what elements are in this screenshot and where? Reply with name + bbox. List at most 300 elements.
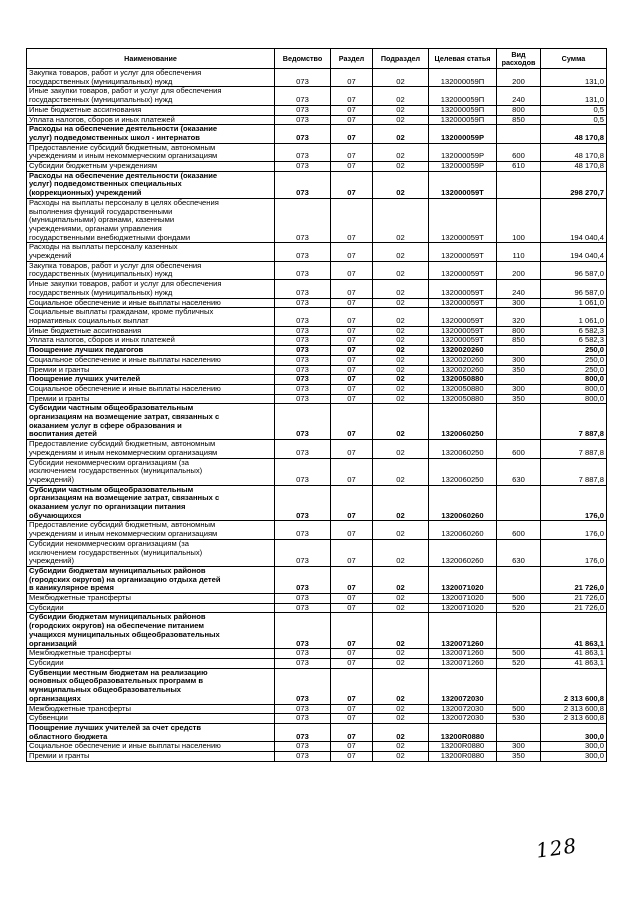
- row-vedomstvo: 073: [275, 659, 331, 669]
- row-summa: 6 582,3: [541, 336, 607, 346]
- row-vedomstvo: 073: [275, 115, 331, 125]
- row-vid-rashodov: 600: [497, 521, 541, 539]
- row-podrazdel: 02: [373, 714, 429, 724]
- table-row: [27, 668, 607, 704]
- row-celevaya-statya: 132000059Р: [429, 125, 497, 143]
- row-vedomstvo: 073: [275, 280, 331, 298]
- row-vedomstvo: 073: [275, 742, 331, 752]
- row-razdel: 07: [331, 752, 373, 762]
- row-name: [27, 326, 275, 336]
- row-vid-rashodov: 300: [497, 384, 541, 394]
- row-name-line: Премии и гранты: [29, 751, 90, 761]
- row-razdel: 07: [331, 704, 373, 714]
- row-celevaya-statya: 132000059Р: [429, 162, 497, 172]
- row-vid-rashodov: [497, 346, 541, 356]
- row-summa: 41 863,1: [541, 659, 607, 669]
- row-vid-rashodov: 500: [497, 594, 541, 604]
- row-vedomstvo: 073: [275, 298, 331, 308]
- row-name-line: учреждений): [29, 474, 75, 484]
- row-summa: 1 061,0: [541, 298, 607, 308]
- row-podrazdel: 02: [373, 394, 429, 404]
- row-vid-rashodov: 600: [497, 143, 541, 161]
- row-vedomstvo: 073: [275, 613, 331, 649]
- table-body: [27, 69, 607, 762]
- row-celevaya-statya: 1320020260: [429, 365, 497, 375]
- row-name: [27, 365, 275, 375]
- row-celevaya-statya: 132000059Т: [429, 243, 497, 261]
- row-vedomstvo: 073: [275, 752, 331, 762]
- row-podrazdel: 02: [373, 440, 429, 458]
- table-row: [27, 539, 607, 566]
- row-name: [27, 566, 275, 593]
- row-name: [27, 143, 275, 161]
- row-vedomstvo: 073: [275, 566, 331, 593]
- row-podrazdel: 02: [373, 668, 429, 704]
- row-name-line: Иные закупки товаров, работ и услуг для обеспечения: [29, 279, 222, 289]
- table-row: [27, 125, 607, 143]
- row-vedomstvo: 073: [275, 336, 331, 346]
- page-number: 128: [534, 833, 579, 863]
- row-name-line: Межбюджетные трансферты: [29, 593, 131, 603]
- row-vid-rashodov: 850: [497, 115, 541, 125]
- row-name-line: воспитания детей: [29, 429, 97, 439]
- row-summa: 2 313 600,8: [541, 704, 607, 714]
- row-celevaya-statya: 132000059Т: [429, 336, 497, 346]
- row-celevaya-statya: 1320071260: [429, 613, 497, 649]
- table-row: [27, 723, 607, 741]
- row-vedomstvo: 073: [275, 649, 331, 659]
- table-row: [27, 458, 607, 485]
- row-name: [27, 440, 275, 458]
- row-summa: 21 726,0: [541, 566, 607, 593]
- table-row: [27, 714, 607, 724]
- row-razdel: 07: [331, 171, 373, 198]
- row-name-line: Субвенции: [29, 713, 68, 723]
- row-name: [27, 198, 275, 243]
- row-summa: 131,0: [541, 87, 607, 105]
- row-name-line: (коррекционных) учреждений: [29, 188, 142, 198]
- row-celevaya-statya: 1320050880: [429, 375, 497, 385]
- row-vid-rashodov: [497, 668, 541, 704]
- row-summa: 0,5: [541, 115, 607, 125]
- row-name: [27, 261, 275, 279]
- row-podrazdel: 02: [373, 566, 429, 593]
- row-podrazdel: 02: [373, 298, 429, 308]
- table-row: [27, 594, 607, 604]
- row-summa: 194 040,4: [541, 243, 607, 261]
- row-summa: 21 726,0: [541, 603, 607, 613]
- row-celevaya-statya: 1320050880: [429, 394, 497, 404]
- row-vedomstvo: 073: [275, 539, 331, 566]
- row-razdel: 07: [331, 458, 373, 485]
- row-razdel: 07: [331, 384, 373, 394]
- row-name: [27, 162, 275, 172]
- row-name-line: Субсидии бюджетам муниципальных районов: [29, 566, 206, 575]
- row-celevaya-statya: 1320020260: [429, 346, 497, 356]
- row-vid-rashodov: [497, 613, 541, 649]
- row-summa: 2 313 600,8: [541, 714, 607, 724]
- table-row: [27, 355, 607, 365]
- row-name-line: Социальное обеспечение и иные выплаты населению: [29, 384, 221, 393]
- row-name-line: Закупка товаров, работ и услуг для обеспечения: [29, 68, 202, 77]
- row-razdel: 07: [331, 603, 373, 613]
- row-celevaya-statya: 132000059Р: [429, 143, 497, 161]
- row-name-line: услуг) подведомственных специальных: [29, 179, 182, 189]
- row-celevaya-statya: 1320071020: [429, 594, 497, 604]
- row-vid-rashodov: 350: [497, 394, 541, 404]
- row-vedomstvo: 073: [275, 346, 331, 356]
- row-summa: 41 863,1: [541, 649, 607, 659]
- row-name-line: Расходы на обеспечение деятельности (оказание: [29, 124, 218, 134]
- row-name-line: оказанием услуг в сфере образования и: [29, 420, 182, 430]
- table-row: [27, 326, 607, 336]
- row-vid-rashodov: 240: [497, 280, 541, 298]
- row-celevaya-statya: 132000059П: [429, 69, 497, 87]
- row-summa: 800,0: [541, 384, 607, 394]
- row-vedomstvo: 073: [275, 394, 331, 404]
- row-podrazdel: 02: [373, 143, 429, 161]
- table-row: [27, 308, 607, 326]
- row-vid-rashodov: [497, 404, 541, 440]
- row-podrazdel: 02: [373, 336, 429, 346]
- row-vedomstvo: 073: [275, 308, 331, 326]
- row-summa: 800,0: [541, 375, 607, 385]
- row-name: [27, 394, 275, 404]
- row-podrazdel: 02: [373, 485, 429, 521]
- row-podrazdel: 02: [373, 355, 429, 365]
- row-razdel: 07: [331, 280, 373, 298]
- row-name-line: Субсидии некоммерческим организациям (за: [29, 458, 190, 467]
- row-vedomstvo: 073: [275, 326, 331, 336]
- row-summa: 7 887,8: [541, 458, 607, 485]
- row-name-line: Иные бюджетные ассигнования: [29, 105, 142, 114]
- row-name-line: Субсидии некоммерческим организациям (за: [29, 539, 190, 548]
- row-name-line: государственными внебюджетными фондами: [29, 232, 191, 242]
- header-celevaya-statya: Целевая статья: [429, 49, 497, 69]
- row-name-line: Иные бюджетные ассигнования: [29, 326, 142, 335]
- row-summa: 131,0: [541, 69, 607, 87]
- row-razdel: 07: [331, 346, 373, 356]
- row-vedomstvo: 073: [275, 704, 331, 714]
- row-name-line: Расходы на обеспечение деятельности (оказание: [29, 171, 218, 180]
- row-vedomstvo: 073: [275, 594, 331, 604]
- row-celevaya-statya: 1320060250: [429, 404, 497, 440]
- row-name: [27, 649, 275, 659]
- row-name-line: Поощрение лучших педагогов: [29, 345, 144, 355]
- table-row: [27, 280, 607, 298]
- row-razdel: 07: [331, 485, 373, 521]
- row-name-line: Расходы на выплаты персоналу казенных: [29, 242, 178, 252]
- header-summa: Сумма: [541, 49, 607, 69]
- header-razdel: Раздел: [331, 49, 373, 69]
- table-row: [27, 566, 607, 593]
- row-name: [27, 298, 275, 308]
- row-name-line: Премии и гранты: [29, 394, 90, 403]
- row-name-line: организациям на возмещение затрат, связанных с: [29, 412, 220, 422]
- row-name-line: исключением государственных (муниципальных): [29, 466, 203, 476]
- row-summa: 48 170,8: [541, 125, 607, 143]
- row-name-line: областного бюджета: [29, 731, 108, 741]
- row-summa: 300,0: [541, 742, 607, 752]
- row-name-line: основных общеобразовательных программ в: [29, 676, 204, 686]
- row-vid-rashodov: 110: [497, 243, 541, 261]
- row-celevaya-statya: 132000059Т: [429, 326, 497, 336]
- row-name: [27, 115, 275, 125]
- row-vedomstvo: 073: [275, 355, 331, 365]
- table-row: [27, 521, 607, 539]
- row-razdel: 07: [331, 404, 373, 440]
- row-name-line: Уплата налогов, сборов и иных платежей: [29, 335, 175, 345]
- row-name-line: в каникулярное время: [29, 583, 114, 593]
- row-podrazdel: 02: [373, 365, 429, 375]
- row-name: [27, 280, 275, 298]
- row-vedomstvo: 073: [275, 261, 331, 279]
- row-podrazdel: 02: [373, 742, 429, 752]
- row-name-line: оказанием услуг по организации питания: [29, 502, 186, 512]
- row-celevaya-statya: 132000059П: [429, 105, 497, 115]
- row-summa: 800,0: [541, 394, 607, 404]
- row-razdel: 07: [331, 355, 373, 365]
- row-summa: 48 170,8: [541, 162, 607, 172]
- row-name: [27, 539, 275, 566]
- row-name: [27, 404, 275, 440]
- row-name: [27, 125, 275, 143]
- row-celevaya-statya: 1320071020: [429, 603, 497, 613]
- row-podrazdel: 02: [373, 87, 429, 105]
- row-vid-rashodov: 630: [497, 539, 541, 566]
- row-podrazdel: 02: [373, 594, 429, 604]
- row-vid-rashodov: 240: [497, 87, 541, 105]
- row-razdel: 07: [331, 440, 373, 458]
- row-vedomstvo: 073: [275, 105, 331, 115]
- table-row: [27, 384, 607, 394]
- row-vid-rashodov: 800: [497, 326, 541, 336]
- row-celevaya-statya: 132000059Т: [429, 198, 497, 243]
- row-podrazdel: 02: [373, 752, 429, 762]
- row-podrazdel: 02: [373, 105, 429, 115]
- row-razdel: 07: [331, 115, 373, 125]
- row-summa: 250,0: [541, 355, 607, 365]
- row-razdel: 07: [331, 742, 373, 752]
- row-razdel: 07: [331, 714, 373, 724]
- row-celevaya-statya: 132000059П: [429, 115, 497, 125]
- row-name: [27, 603, 275, 613]
- row-name: [27, 752, 275, 762]
- row-razdel: 07: [331, 162, 373, 172]
- row-podrazdel: 02: [373, 659, 429, 669]
- table-row: [27, 404, 607, 440]
- row-celevaya-statya: 1320071260: [429, 659, 497, 669]
- row-celevaya-statya: 1320020260: [429, 355, 497, 365]
- table-row: [27, 649, 607, 659]
- row-podrazdel: 02: [373, 404, 429, 440]
- row-name-line: государственных (муниципальных) нужд: [29, 95, 173, 105]
- row-summa: 96 587,0: [541, 261, 607, 279]
- row-celevaya-statya: 132000059Т: [429, 308, 497, 326]
- table-row: [27, 336, 607, 346]
- row-razdel: 07: [331, 298, 373, 308]
- row-celevaya-statya: 132000059П: [429, 87, 497, 105]
- row-vedomstvo: 073: [275, 87, 331, 105]
- row-vid-rashodov: 800: [497, 105, 541, 115]
- row-name: [27, 521, 275, 539]
- row-name: [27, 375, 275, 385]
- table-row: [27, 375, 607, 385]
- row-podrazdel: 02: [373, 308, 429, 326]
- table-row: [27, 115, 607, 125]
- row-razdel: 07: [331, 308, 373, 326]
- row-name-line: Субсидии бюджетным учреждениям: [29, 161, 158, 171]
- row-name-line: Межбюджетные трансферты: [29, 704, 131, 713]
- row-name: [27, 105, 275, 115]
- row-name-line: учреждениям и иным некоммерческим организациям: [29, 151, 218, 161]
- row-name-line: государственных (муниципальных) нужд: [29, 287, 173, 297]
- row-vedomstvo: 073: [275, 69, 331, 87]
- row-name-line: учреждениям и иным некоммерческим организациям: [29, 447, 218, 457]
- row-vid-rashodov: 320: [497, 308, 541, 326]
- row-vid-rashodov: [497, 171, 541, 198]
- row-celevaya-statya: 1320060260: [429, 485, 497, 521]
- header-name: Наименование: [27, 49, 275, 69]
- row-vid-rashodov: 350: [497, 752, 541, 762]
- row-summa: 1 061,0: [541, 308, 607, 326]
- row-celevaya-statya: 1320072030: [429, 714, 497, 724]
- row-podrazdel: 02: [373, 115, 429, 125]
- row-vedomstvo: 073: [275, 521, 331, 539]
- row-name: [27, 723, 275, 741]
- row-celevaya-statya: 1320071260: [429, 649, 497, 659]
- row-celevaya-statya: 1320071020: [429, 566, 497, 593]
- row-summa: 194 040,4: [541, 198, 607, 243]
- row-summa: 298 270,7: [541, 171, 607, 198]
- row-vedomstvo: 073: [275, 603, 331, 613]
- row-name: [27, 384, 275, 394]
- row-razdel: 07: [331, 613, 373, 649]
- row-name: [27, 704, 275, 714]
- row-vid-rashodov: 520: [497, 603, 541, 613]
- row-razdel: 07: [331, 143, 373, 161]
- table-row: [27, 162, 607, 172]
- row-razdel: 07: [331, 125, 373, 143]
- row-razdel: 07: [331, 594, 373, 604]
- row-name-line: государственных (муниципальных) нужд: [29, 76, 173, 86]
- row-vid-rashodov: [497, 723, 541, 741]
- row-vedomstvo: 073: [275, 143, 331, 161]
- row-podrazdel: 02: [373, 375, 429, 385]
- row-vedomstvo: 073: [275, 162, 331, 172]
- row-name: [27, 659, 275, 669]
- row-summa: 250,0: [541, 346, 607, 356]
- table-row: [27, 243, 607, 261]
- header-podrazdel: Подраздел: [373, 49, 429, 69]
- row-podrazdel: 02: [373, 198, 429, 243]
- row-vid-rashodov: 610: [497, 162, 541, 172]
- header-vid-rashodov: Вид расходов: [497, 49, 541, 69]
- row-name-line: учащихся муниципальных общеобразовательных: [29, 629, 220, 639]
- row-celevaya-statya: 13200R0880: [429, 742, 497, 752]
- row-vedomstvo: 073: [275, 404, 331, 440]
- row-vid-rashodov: 520: [497, 659, 541, 669]
- row-podrazdel: 02: [373, 603, 429, 613]
- row-razdel: 07: [331, 539, 373, 566]
- row-razdel: 07: [331, 668, 373, 704]
- row-name-line: Расходы на выплаты персоналу в целях обеспечения: [29, 198, 219, 207]
- table-row: [27, 69, 607, 87]
- row-vid-rashodov: [497, 485, 541, 521]
- table-row: [27, 742, 607, 752]
- row-vid-rashodov: 350: [497, 365, 541, 375]
- row-celevaya-statya: 13200R0880: [429, 723, 497, 741]
- row-name-line: (городских округов) на обеспечение питанием: [29, 621, 204, 631]
- row-name-line: Предоставление субсидий бюджетным, автономным: [29, 439, 216, 449]
- table-row: [27, 171, 607, 198]
- budget-table: [26, 48, 607, 762]
- row-podrazdel: 02: [373, 613, 429, 649]
- row-razdel: 07: [331, 69, 373, 87]
- row-podrazdel: 02: [373, 243, 429, 261]
- table-row: [27, 394, 607, 404]
- row-celevaya-statya: 1320072030: [429, 668, 497, 704]
- row-podrazdel: 02: [373, 162, 429, 172]
- row-vedomstvo: 073: [275, 171, 331, 198]
- row-name-line: Социальные выплаты гражданам, кроме публичных: [29, 307, 214, 317]
- row-name-line: учреждениями, органами управления: [29, 223, 162, 233]
- row-celevaya-statya: 1320060260: [429, 521, 497, 539]
- row-podrazdel: 02: [373, 261, 429, 279]
- table-row: [27, 298, 607, 308]
- row-summa: 176,0: [541, 485, 607, 521]
- row-summa: 96 587,0: [541, 280, 607, 298]
- table-row: [27, 365, 607, 375]
- row-razdel: 07: [331, 326, 373, 336]
- row-celevaya-statya: 132000059Т: [429, 298, 497, 308]
- row-name-line: муниципальных общеобразовательных: [29, 685, 182, 695]
- row-podrazdel: 02: [373, 704, 429, 714]
- row-name-line: Закупка товаров, работ и услуг для обеспечения: [29, 261, 202, 270]
- table-row: [27, 659, 607, 669]
- row-vid-rashodov: 500: [497, 649, 541, 659]
- row-vid-rashodov: 630: [497, 458, 541, 485]
- row-vedomstvo: 073: [275, 384, 331, 394]
- row-celevaya-statya: 132000059Т: [429, 171, 497, 198]
- row-vid-rashodov: 600: [497, 440, 541, 458]
- table-row: [27, 440, 607, 458]
- row-name: [27, 336, 275, 346]
- row-name-line: исключением государственных (муниципальных): [29, 547, 203, 557]
- row-podrazdel: 02: [373, 539, 429, 566]
- row-vedomstvo: 073: [275, 458, 331, 485]
- row-vedomstvo: 073: [275, 365, 331, 375]
- row-vedomstvo: 073: [275, 243, 331, 261]
- row-name-line: (муниципальными) органами, казенными: [29, 215, 175, 225]
- row-name-line: Премии и гранты: [29, 365, 90, 374]
- row-name-line: обучающихся: [29, 510, 82, 520]
- row-name-line: Социальное обеспечение и иные выплаты населению: [29, 741, 221, 751]
- row-summa: 176,0: [541, 539, 607, 566]
- table-row: [27, 485, 607, 521]
- row-celevaya-statya: 13200R0880: [429, 752, 497, 762]
- row-vedomstvo: 073: [275, 668, 331, 704]
- row-name-line: учреждений): [29, 556, 75, 566]
- row-vid-rashodov: 300: [497, 742, 541, 752]
- row-name-line: организациях: [29, 693, 81, 703]
- row-name-line: услуг) подведомственных школ - интернатов: [29, 132, 200, 142]
- row-vid-rashodov: 300: [497, 298, 541, 308]
- table-row: [27, 143, 607, 161]
- row-name-line: Уплата налогов, сборов и иных платежей: [29, 115, 175, 124]
- row-podrazdel: 02: [373, 458, 429, 485]
- row-name-line: Субсидии: [29, 603, 64, 612]
